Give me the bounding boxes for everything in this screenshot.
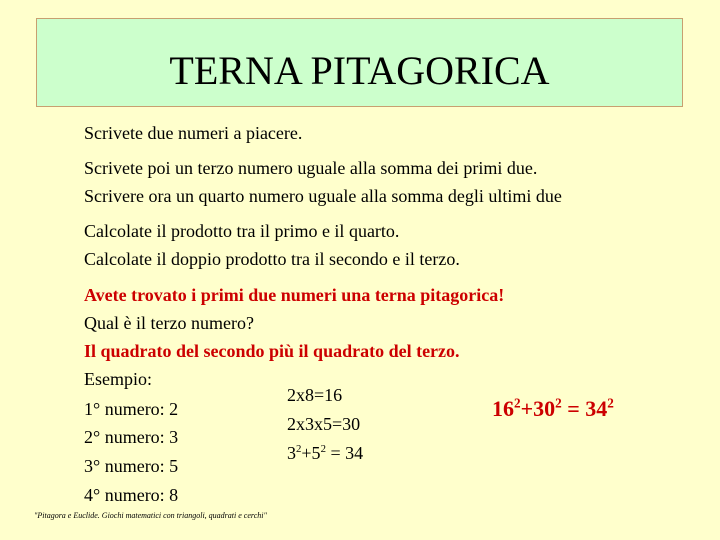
footer-source: "Pitagora e Euclide. Giochi matematici con triangoli, quadrati e cerchi": [34, 511, 267, 520]
example-number-2: 2° numero: 3: [84, 427, 179, 447]
instruction-2: Scrivete poi un terzo numero uguale alla somma dei primi due.: [84, 158, 538, 178]
calc-product: 2x8=16: [287, 385, 343, 405]
instruction-3: Scrivere ora un quarto numero uguale alla somma degli ultimi due: [84, 186, 562, 206]
page-title: TERNA PITAGORICA: [169, 48, 550, 93]
title-box: [36, 18, 683, 107]
result-statement: Avete trovato i primi due numeri una terna pitagorica!: [84, 285, 505, 305]
example-number-4: 4° numero: 8: [84, 485, 179, 505]
question: Qual è il terzo numero?: [84, 313, 254, 333]
example-number-1: 1° numero: 2: [84, 399, 179, 419]
instruction-4: Calcolate il prodotto tra il primo e il quarto.: [84, 221, 400, 241]
example-number-3: 3° numero: 5: [84, 456, 179, 476]
example-label: Esempio:: [84, 369, 152, 389]
calc-double-product: 2x3x5=30: [287, 414, 361, 434]
answer: Il quadrato del secondo più il quadrato del terzo.: [84, 341, 460, 361]
instruction-5: Calcolate il doppio prodotto tra il secondo e il terzo.: [84, 249, 460, 269]
calc-sum-squares: $3^2+5^2 = 34$: [287, 443, 364, 463]
instruction-1: Scrivete due numeri a piacere.: [84, 123, 303, 143]
pythagorean-result: $16^2+30^2 = 34^2$: [492, 395, 614, 421]
